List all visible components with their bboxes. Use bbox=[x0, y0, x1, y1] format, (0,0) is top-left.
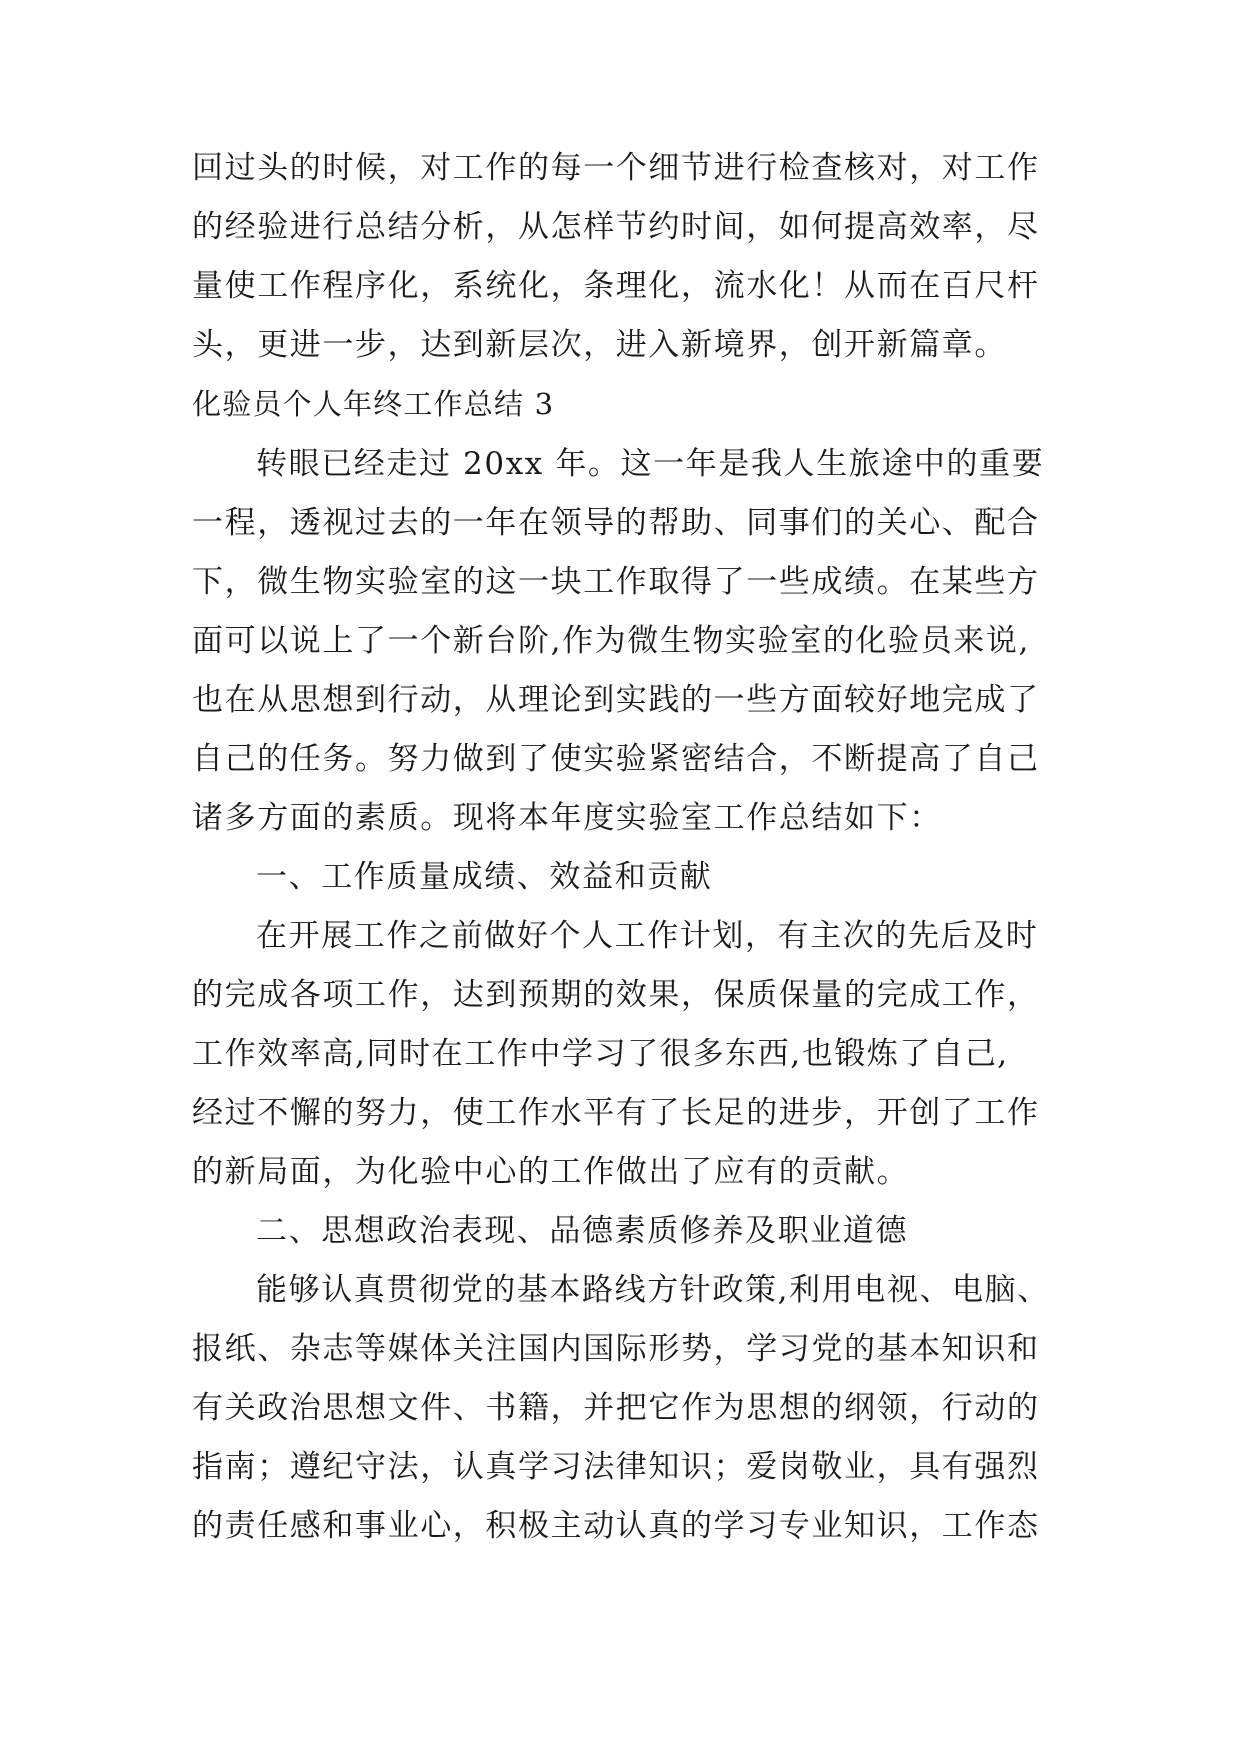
body-text-line: 一程，透视过去的一年在领导的帮助、同事们的关心、配合 bbox=[192, 505, 1040, 541]
paragraph-first-line: 在开展工作之前做好个人工作计划，有主次的先后及时 bbox=[256, 918, 1039, 954]
body-text-line: 自己的任务。努力做到了使实验紧密结合，不断提高了自己 bbox=[192, 741, 1040, 777]
body-text-line: 量使工作程序化，系统化，条理化，流水化！从而在百尺杆 bbox=[192, 268, 1040, 304]
paragraph-first-line: 转眼已经走过 20xx 年。这一年是我人生旅途中的重要 bbox=[256, 446, 1045, 482]
body-text-line: 面可以说上了一个新台阶,作为微生物实验室的化验员来说, bbox=[192, 623, 1030, 659]
body-text-line: 有关政治思想文件、书籍，并把它作为思想的纲领，行动的 bbox=[192, 1390, 1040, 1426]
section-title: 化验员个人年终工作总结 3 bbox=[192, 387, 555, 421]
body-text-line: 指南；遵纪守法，认真学习法律知识；爱岗敬业，具有强烈 bbox=[192, 1449, 1040, 1485]
body-text-line: 的新局面，为化验中心的工作做出了应有的贡献。 bbox=[192, 1154, 910, 1190]
body-text-line: 的完成各项工作，达到预期的效果，保质保量的完成工作， bbox=[192, 977, 1040, 1013]
body-text-line: 诸多方面的素质。现将本年度实验室工作总结如下： bbox=[192, 800, 942, 836]
body-text-line: 经过不懈的努力，使工作水平有了长足的进步，开创了工作 bbox=[192, 1095, 1040, 1131]
body-text-line: 工作效率高,同时在工作中学习了很多东西,也锻炼了自己, bbox=[192, 1036, 1009, 1072]
body-text-line: 也在从思想到行动，从理论到实践的一些方面较好地完成了 bbox=[192, 682, 1040, 718]
body-text-line: 的责任感和事业心，积极主动认真的学习专业知识，工作态 bbox=[192, 1508, 1040, 1544]
body-text-line: 回过头的时候，对工作的每一个细节进行检查核对，对工作 bbox=[192, 150, 1040, 186]
body-text-line: 下，微生物实验室的这一块工作取得了一些成绩。在某些方 bbox=[192, 564, 1040, 600]
body-text-line: 的经验进行总结分析，从怎样节约时间，如何提高效率，尽 bbox=[192, 209, 1040, 245]
paragraph-first-line: 能够认真贯彻党的基本路线方针政策,利用电视、电脑、 bbox=[256, 1272, 1050, 1308]
body-text-line: 头，更进一步，达到新层次，进入新境界，创开新篇章。 bbox=[192, 327, 1007, 363]
body-text-line: 报纸、杂志等媒体关注国内国际形势，学习党的基本知识和 bbox=[192, 1331, 1040, 1367]
subheading: 一、工作质量成绩、效益和贡献 bbox=[256, 859, 713, 895]
subheading: 二、思想政治表现、品德素质修养及职业道德 bbox=[256, 1213, 908, 1249]
